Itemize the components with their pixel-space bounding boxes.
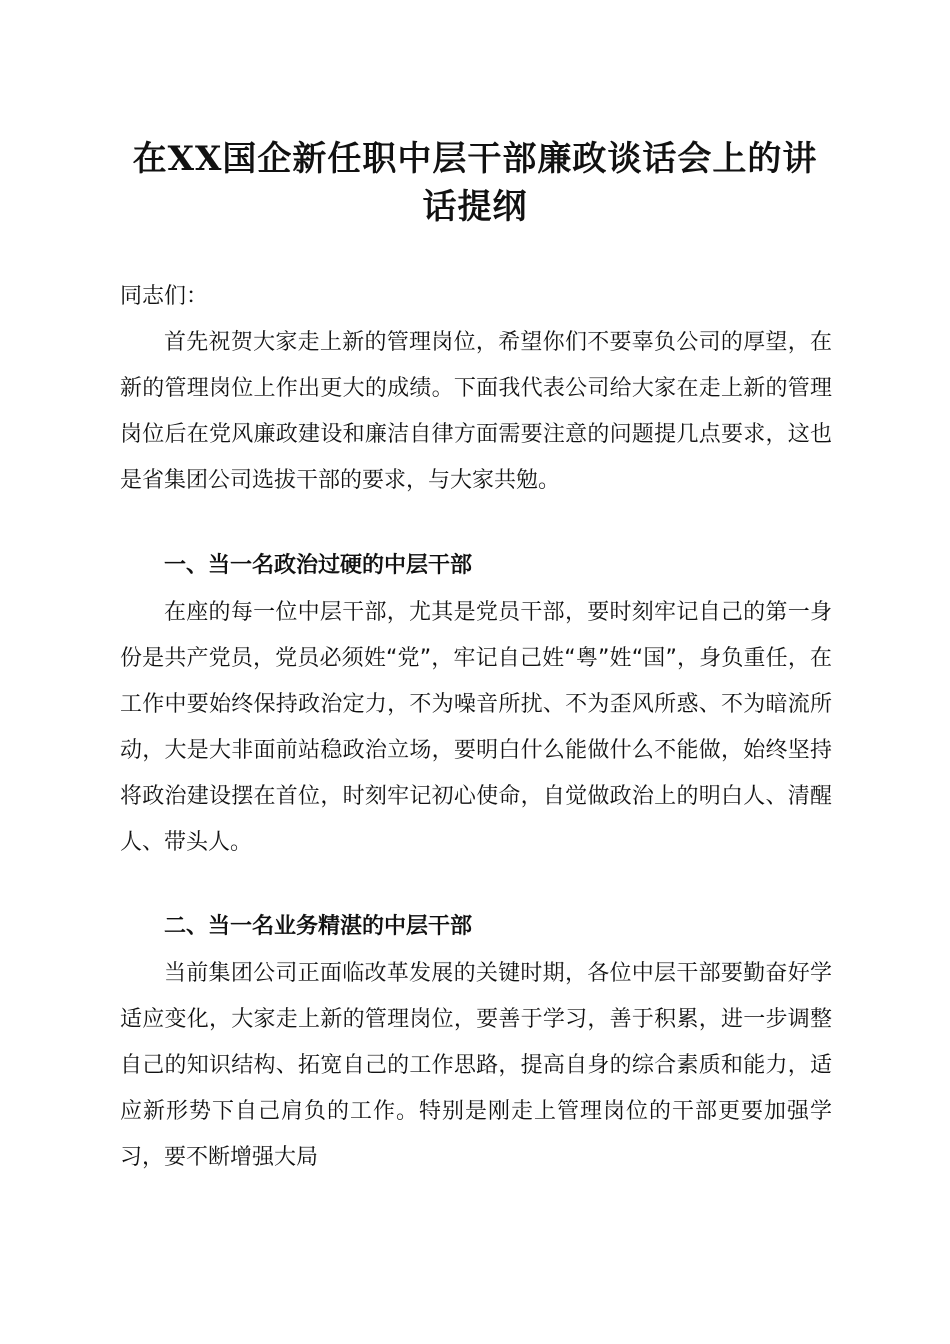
paragraph-section-2: 当前集团公司正面临改革发展的关键时期，各位中层干部要勤奋好学适应变化，大家走上新的管理岗位，要善于学习，善于积累，进一步调整自己的知识结构、拓宽自己的工作思路，提高自身的综合素质和能力，适应新形势下自己肩负的工作。特别是刚走上管理岗位的干部更要加强学习，要不断增强大局 <box>120 961 832 1170</box>
paragraph-section-1: 在座的每一位中层干部，尤其是党员干部，要时刻牢记自己的第一身份是共产党员，党员必须姓“党”，牢记自己姓“粤”姓“国”，身负重任，在工作中要始终保持政治定力，不为噪音所扰、不为歪风所惑、不为暗流所动，大是大非面前站稳政治立场，要明白什么能做什么不能做，始终坚持将政治建设摆在首位，时刻牢记初心使命，自觉做政治上的明白人、清醒人、带头人。 <box>120 600 832 855</box>
section-heading-2: 二、当一名业务精湛的中层干部 <box>164 914 473 939</box>
document-title-line-2: 话提纲 <box>422 187 528 227</box>
paragraph-intro: 首先祝贺大家走上新的管理岗位，希望你们不要辜负公司的厚望，在新的管理岗位上作出更大的成绩。下面我代表公司给大家在走上新的管理岗位后在党风廉政建设和廉洁自律方面需要注意的问题提几点要求，这也是省集团公司选拔干部的要求，与大家共勉。 <box>120 330 832 493</box>
section-heading-1: 一、当一名政治过硬的中层干部 <box>164 553 473 578</box>
salutation: 同志们： <box>120 284 209 309</box>
document-title-line-1: 在XX国企新任职中层干部廉政谈话会上的讲 <box>132 139 818 179</box>
